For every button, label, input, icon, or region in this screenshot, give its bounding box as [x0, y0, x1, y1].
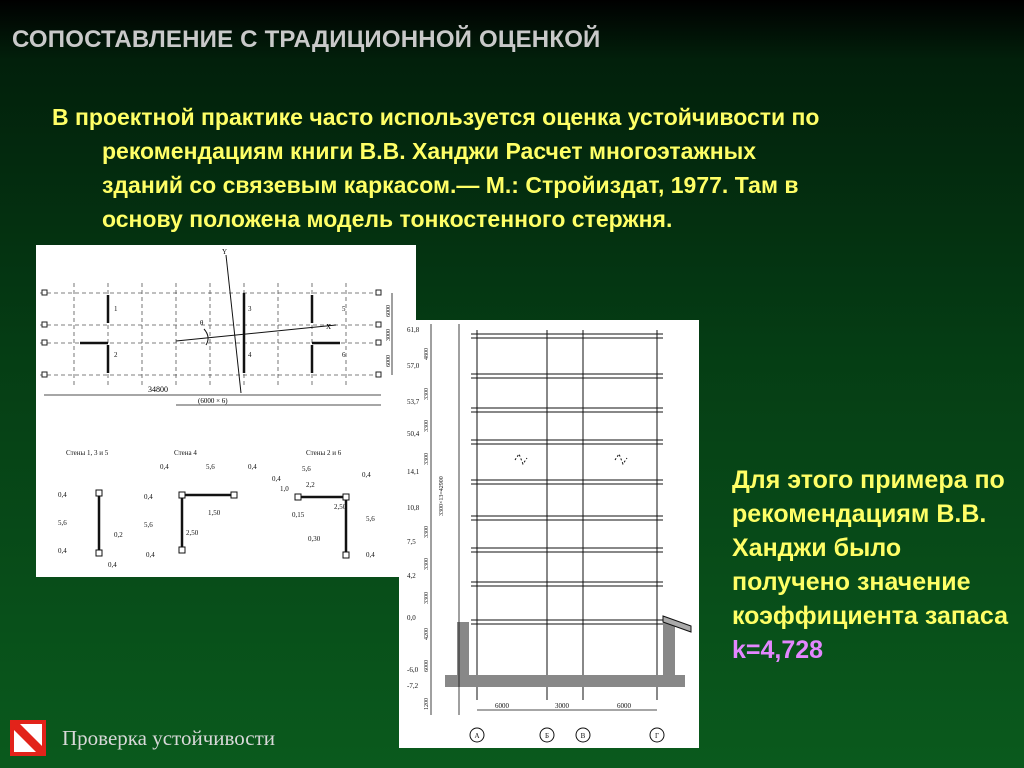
dim-right-2: 6000 — [386, 355, 392, 367]
plan-scheme-image — [36, 245, 416, 577]
intro-paragraph — [52, 100, 1012, 236]
detail3-label: 0,4 — [362, 471, 371, 479]
level-mark: 4,2 — [407, 572, 416, 580]
k-value: k=4,728 — [732, 636, 824, 664]
axis-letter: Б — [544, 732, 550, 740]
detail1-label: 0,2 — [114, 531, 123, 539]
plan-axis-x: X — [326, 323, 332, 331]
height-dim: 6000 — [424, 660, 430, 672]
level-mark: 7,5 — [407, 538, 416, 546]
level-mark: -7,2 — [407, 682, 419, 690]
height-dim: 3300 — [424, 420, 430, 432]
intro-rest: рекомендациям книги В.В. Ханджи Расчет многоэтажных зданий со связевым каркасом.— М.: Стройиздат, 1977. Там в основу положена модель тонкостенного стержня. — [102, 138, 799, 232]
result-sentence: Для этого примера по рекомендациям В.В. Ханджи было получено значение коэффициента запаса — [732, 466, 1009, 630]
level-mark: 61,8 — [407, 326, 420, 334]
detail2-label: 2,50 — [186, 529, 199, 537]
detail2-label: 0,4 — [160, 463, 169, 471]
detail2-label: 5,6 — [206, 463, 215, 471]
level-mark: 50,4 — [407, 430, 420, 438]
height-dim: 3300×13=42900 — [439, 476, 445, 516]
detail3-label: 5,6 — [366, 515, 375, 523]
detail2-label: 5,6 — [144, 521, 153, 529]
building-section-svg — [399, 320, 699, 748]
detail3-label: 0,30 — [308, 535, 321, 543]
detail3-label: 0,4 — [366, 551, 375, 559]
height-dim: 3300 — [424, 388, 430, 400]
height-dim: 1200 — [424, 698, 430, 710]
height-dim: 3300 — [424, 526, 430, 538]
detail-title: Стены 1, 3 и 5 — [66, 449, 109, 457]
detail1-label: 0,4 — [58, 491, 67, 499]
detail-title: Стена 4 — [174, 449, 197, 457]
stiffener-label: 4 — [248, 351, 252, 359]
plan-axis-y: Y — [222, 248, 228, 256]
axis-letter: Г — [654, 732, 660, 740]
detail2-label: 1,50 — [208, 509, 221, 517]
plan-scheme-svg — [36, 245, 416, 577]
result-text — [732, 463, 1012, 667]
axis-letter: В — [580, 732, 586, 740]
level-mark: 53,7 — [407, 398, 420, 406]
stiffener-label: 6 — [342, 351, 346, 359]
footer-text: Проверка устойчивости — [62, 725, 276, 750]
dim-right-3: 3000 — [386, 329, 392, 341]
stiffener-label: 3 — [248, 305, 252, 313]
level-mark: 57,0 — [407, 362, 420, 370]
detail3-label: 0,15 — [292, 511, 305, 519]
building-section-image — [399, 320, 699, 748]
height-dim: 3300 — [424, 592, 430, 604]
level-mark: 14,1 — [407, 468, 420, 476]
height-dim: 4800 — [424, 348, 430, 360]
dim-grid: (6000 × 6) — [198, 397, 228, 405]
footer — [10, 720, 275, 756]
detail3-label: 5,6 — [302, 465, 311, 473]
dim-total: 34800 — [148, 385, 168, 394]
height-dim: 3300 — [424, 558, 430, 570]
detail2-label: 0,4 — [144, 493, 153, 501]
detail3-label: 2,50 — [334, 503, 347, 511]
bottom-dim: 3000 — [555, 702, 569, 710]
dim-right-1: 6000 — [386, 305, 392, 317]
detail3-label: 1,0 — [280, 485, 289, 493]
plan-axis-theta: θ — [200, 319, 204, 327]
detail-title: Стены 2 и 6 — [306, 449, 342, 457]
stiffener-label: 1 — [114, 305, 118, 313]
axis-letter: А — [474, 732, 480, 740]
stiffener-label: 2 — [114, 351, 118, 359]
level-mark: 0,0 — [407, 614, 416, 622]
height-dim: 4200 — [424, 628, 430, 640]
intro-line-1: В проектной практике часто используется оценка устойчивости по — [52, 104, 820, 130]
height-dim: 3300 — [424, 453, 430, 465]
detail1-label: 0,4 — [58, 547, 67, 555]
stiffener-label: 5 — [342, 305, 346, 313]
bottom-dim: 6000 — [495, 702, 509, 710]
level-mark: 10,8 — [407, 504, 420, 512]
level-mark: -6,0 — [407, 666, 419, 674]
detail3-label: 0,4 — [272, 475, 281, 483]
slide-title: СОПОСТАВЛЕНИЕ С ТРАДИЦИОННОЙ ОЦЕНКОЙ — [12, 26, 601, 53]
detail2-label: 0,4 — [248, 463, 257, 471]
red-diagonal-logo-icon — [10, 720, 46, 756]
detail2-label: 0,4 — [146, 551, 155, 559]
detail1-label: 5,6 — [58, 519, 67, 527]
detail3-label: 2,2 — [306, 481, 315, 489]
detail1-label: 0,4 — [108, 561, 117, 569]
bottom-dim: 6000 — [617, 702, 631, 710]
